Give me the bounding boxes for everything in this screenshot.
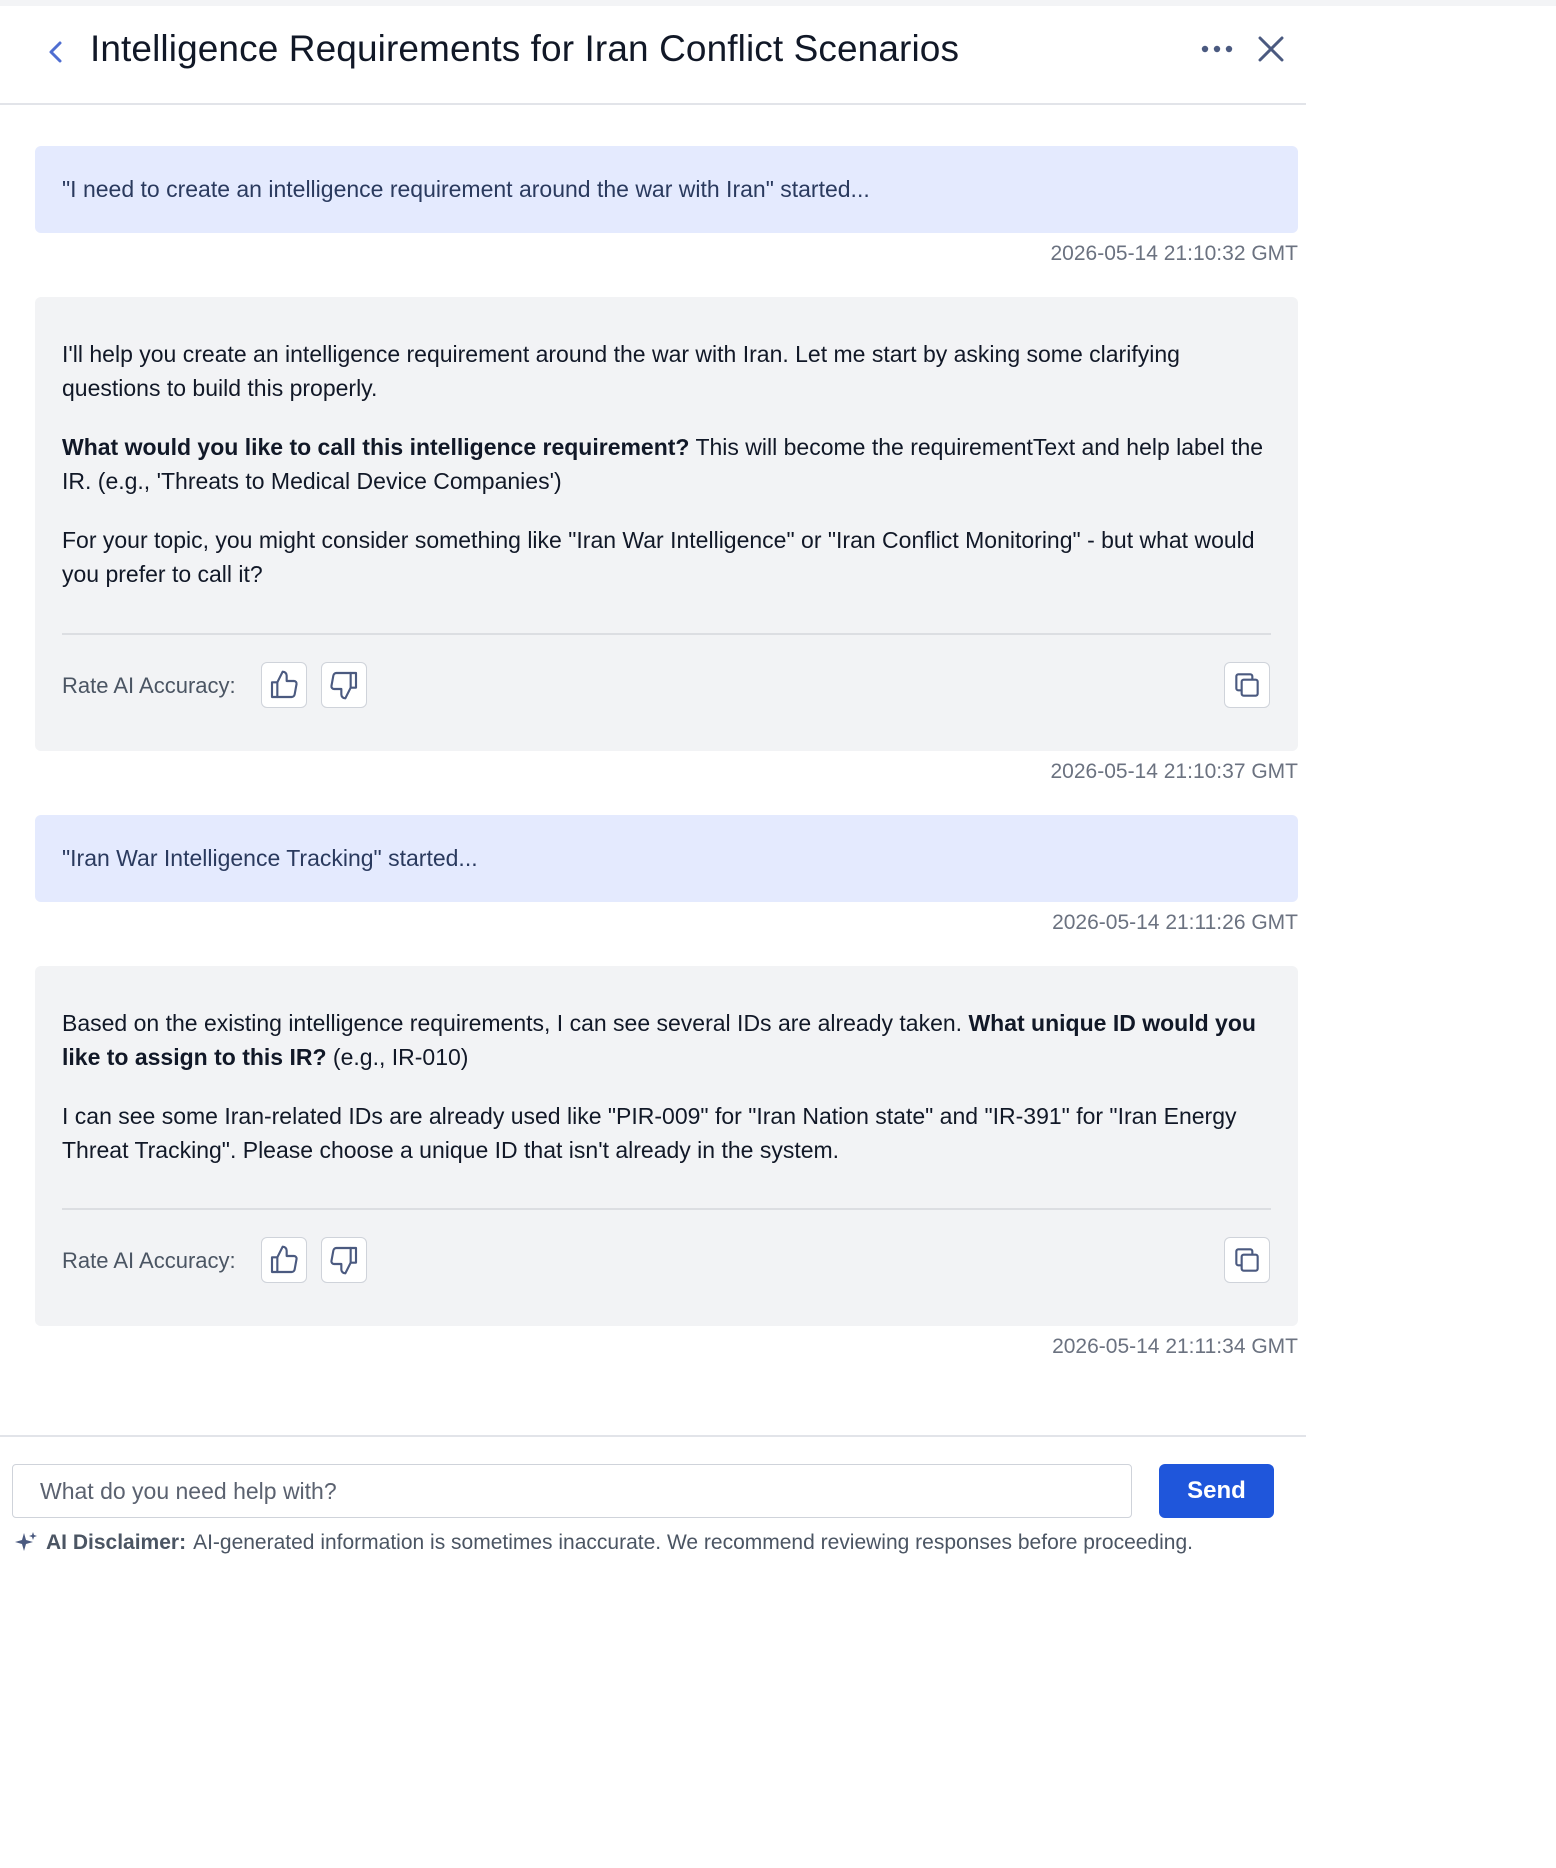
message-timestamp: 2026-05-14 21:10:32 GMT <box>1050 242 1298 265</box>
ai-message <box>35 297 1298 751</box>
divider <box>62 1208 1271 1210</box>
user-message-text: "Iran War Intelligence Tracking" started... <box>62 845 478 871</box>
message-timestamp: 2026-05-14 21:10:37 GMT <box>1050 760 1298 783</box>
ai-message-paragraph <box>62 430 1271 498</box>
message-timestamp: 2026-05-14 21:11:26 GMT <box>1052 911 1298 934</box>
thumbs-down-button[interactable] <box>321 662 367 708</box>
copy-button[interactable] <box>1224 662 1270 708</box>
chat-input[interactable] <box>12 1464 1132 1518</box>
more-options-button[interactable] <box>1196 32 1238 66</box>
thumbs-up-button[interactable] <box>261 662 307 708</box>
close-icon <box>1252 30 1290 68</box>
sparkle-icon <box>14 1531 38 1555</box>
send-button[interactable]: Send <box>1159 1464 1274 1518</box>
divider <box>62 633 1271 635</box>
close-button[interactable] <box>1252 30 1290 68</box>
rate-ai-accuracy-label: Rate AI Accuracy: <box>62 673 236 698</box>
thumbs-down-icon <box>328 669 360 701</box>
copy-icon <box>1231 669 1263 701</box>
ai-question: What would you like to call this intelligence requirement? <box>62 434 690 460</box>
copy-icon <box>1231 1244 1263 1276</box>
ai-message-text: (e.g., IR-010) <box>326 1044 469 1070</box>
ai-message-text: Based on the existing intelligence requirements, I can see several IDs are already taken. <box>62 1010 969 1036</box>
ai-disclaimer <box>14 1531 1193 1555</box>
ai-message-paragraph: I'll help you create an intelligence requirement around the war with Iran. Let me start by asking some clarifying questions to build this properly. <box>62 341 1180 401</box>
thumbs-down-button[interactable] <box>321 1237 367 1283</box>
copy-button[interactable] <box>1224 1237 1270 1283</box>
chevron-left-icon <box>40 34 74 70</box>
disclaimer-text: AI-generated information is sometimes inaccurate. We recommend reviewing responses before proceeding. <box>193 1531 1194 1554</box>
composer-divider <box>0 1435 1306 1437</box>
ai-message <box>35 966 1298 1326</box>
thumbs-up-icon <box>268 669 300 701</box>
panel-header <box>0 6 1306 105</box>
user-message <box>35 815 1298 902</box>
thumbs-up-button[interactable] <box>261 1237 307 1283</box>
more-horizontal-icon <box>1196 32 1238 66</box>
ai-message-paragraph <box>62 1006 1271 1074</box>
ai-message-paragraph: I can see some Iran-related IDs are already used like "PIR-009" for "Iran Nation state" and "IR-391" for "Iran Energy Threat Tracking". Please choose a unique ID that isn't already in the system. <box>62 1103 1237 1163</box>
page-title: Intelligence Requirements for Iran Conflict Scenarios <box>90 28 960 69</box>
thumbs-up-icon <box>268 1244 300 1276</box>
thumbs-down-icon <box>328 1244 360 1276</box>
ai-message-text: This will become the requirementText and help label the IR. (e.g., 'Threats to Medical Device Companies') <box>62 434 1264 494</box>
user-message-text: "I need to create an intelligence requirement around the war with Iran" started... <box>62 176 870 202</box>
ai-message-paragraph: For your topic, you might consider something like "Iran War Intelligence" or "Iran Conflict Monitoring" - but what would you prefer to call it? <box>62 527 1255 587</box>
user-message <box>35 146 1298 233</box>
rate-ai-accuracy-label: Rate AI Accuracy: <box>62 1248 236 1273</box>
ai-question: What unique ID would you like to assign to this IR? <box>62 1010 1256 1070</box>
back-button[interactable] <box>40 34 74 70</box>
message-timestamp: 2026-05-14 21:11:34 GMT <box>1052 1335 1298 1358</box>
disclaimer-label: AI Disclaimer: <box>46 1531 187 1554</box>
